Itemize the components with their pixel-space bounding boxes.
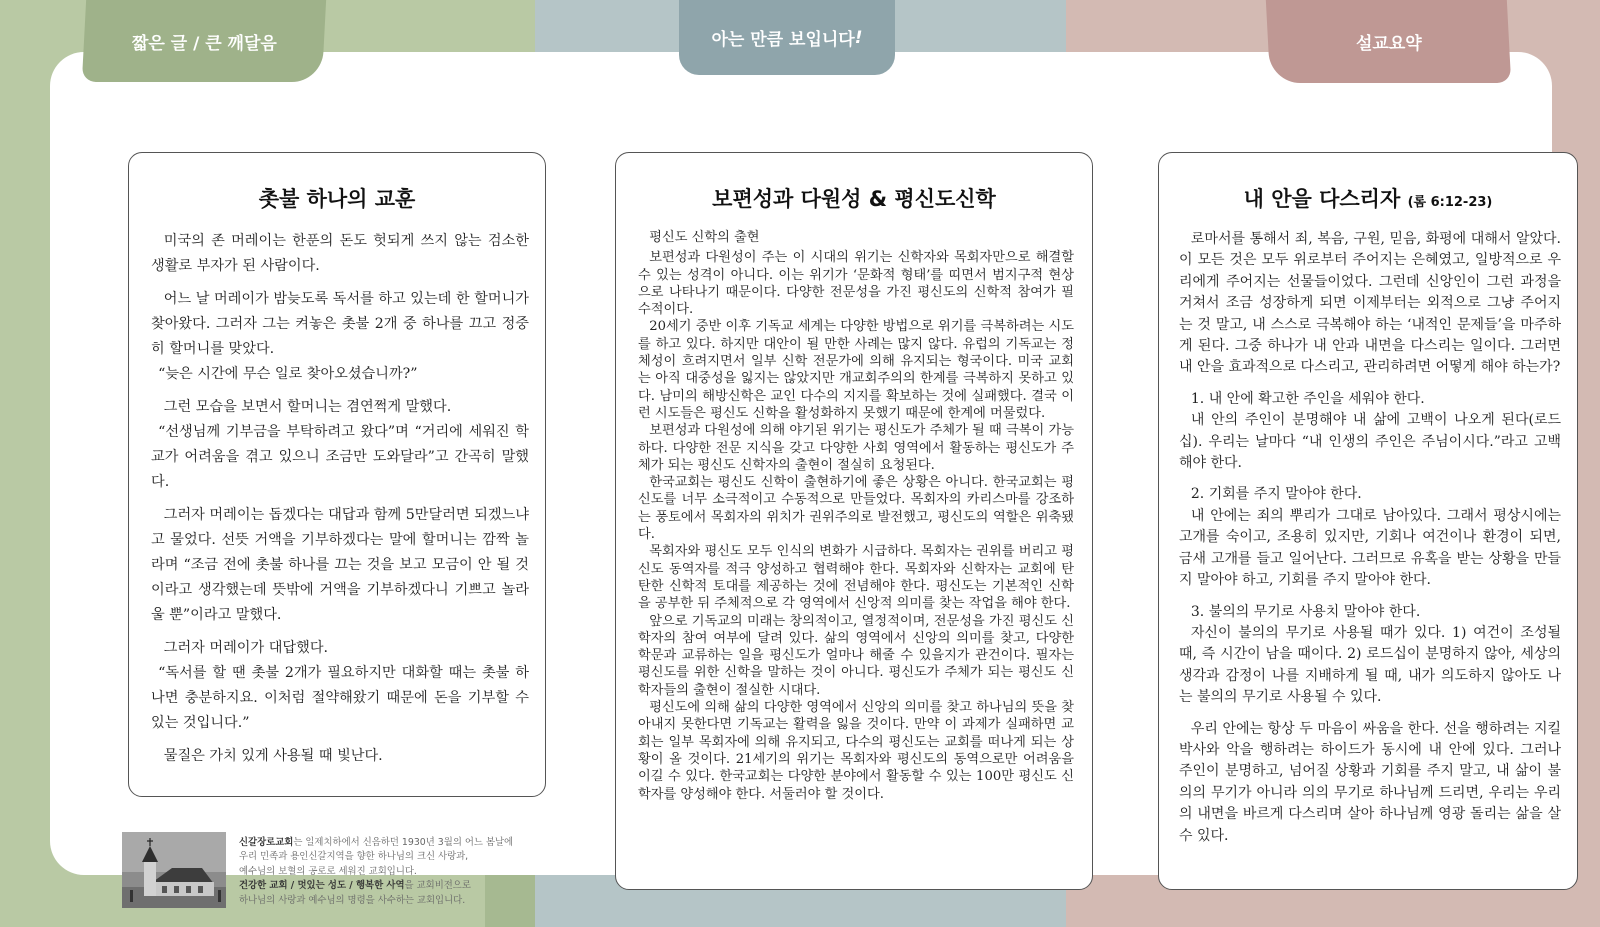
content-card: [50, 52, 1561, 906]
panel-title: 촛불 하나의 교훈: [258, 187, 416, 211]
sermon-title: 내 안을 다스리자: [1243, 187, 1401, 211]
story-body: [151, 229, 529, 777]
tab-label: 아는 만큼 보입니다: [711, 30, 855, 50]
sermon-point: [1179, 389, 1561, 475]
sermon-point-text: 내 안의 주인이 분명해야 내 삶에 고백이 나오게 된다(로드십). 우리는 날마다 “내 인생의 주인은 주님이시다.”라고 고백해야 한다.: [1179, 412, 1561, 472]
church-photo: [122, 832, 226, 908]
story-paragraph: 그러자 머레이가 대답했다.: [163, 640, 329, 656]
footer-line: [239, 879, 513, 893]
panel-short-story: [128, 152, 546, 797]
footer-text-span: 는 일제치하에서 신음하던 1930년 3월의 어느 봄날에: [293, 837, 514, 848]
church-footer: [122, 832, 542, 912]
church-description: [239, 836, 513, 908]
tab-label: 짧은 글 / 큰 깨달음: [131, 33, 277, 54]
sermon-point-title: 2. 기회를 주지 말아야 한다.: [1190, 486, 1362, 503]
article-paragraph: 목회자와 평신도 모두 인식의 변화가 시급하다. 목회자는 권위를 버리고 평신도 동역자를 적극 양성하고 협력해야 한다. 목회자와 신학자는 교회에 탄탄한 신학적 토대를 제공하는 것에 전념해야 한다. 평신도는 기본적인 신학을 공부한 뒤 주체적으로 각 영역에서 신앙적 의미를 찾는 작업을 해야 한다.: [638, 544, 1074, 612]
story-quote: “늦은 시간에 무슨 일로 찾아오셨습니까?”: [158, 366, 418, 382]
story-paragraph: 어느 날 머레이가 밤늦도록 독서를 하고 있는데 한 할머니가 찾아왔다. 그러자 그는 켜놓은 촛불 2개 중 하나를 끄고 정중히 할머니를 맞았다.: [151, 291, 529, 357]
sermon-point-text: 자신이 불의의 무기로 사용될 때가 있다. 1) 여건이 조성될 때, 즉 시간이 남을 때이다. 2) 로드십이 분명하지 않아, 세상의 생각과 감정이 나를 지배하게 될 때, 내가 의도하지 않아도 나는 불의의 무기로 사용될 수 있다.: [1179, 624, 1561, 706]
tab-sermon-summary: [1266, 0, 1511, 83]
footer-text-span: 을 교회비전으로: [404, 880, 471, 892]
sermon-point-title: 1. 내 안에 확고한 주인을 세워야 한다.: [1190, 390, 1425, 407]
sermon-point-title: 3. 불의의 무기로 사용치 말아야 한다.: [1190, 603, 1421, 620]
tab-knowledge: [679, 0, 895, 75]
story-quote: “독서를 할 땐 촛불 2개가 필요하지만 대화할 때는 촛불 하나면 충분하지요. 이처럼 절약해왔기 때문에 돈을 기부할 수 있는 것입니다.”: [151, 665, 529, 731]
story-paragraph: 그러자 머레이는 돕겠다는 대답과 함께 5만달러면 되겠느냐고 물었다. 선뜻 거액을 기부하겠다는 말에 할머니는 깜짝 놀라며 “조금 전에 촛불 하나를 끄는 것을 보고 모금이 안 될 것이라고 생각했는데 뜻밖에 거액을 기부하겠다니 기쁘고 놀라울 뿐”이라고 말했다.: [151, 507, 529, 623]
story-moral: 물질은 가치 있게 사용될 때 빛난다.: [163, 748, 383, 764]
article-paragraph: 20세기 중반 이후 기독교 세계는 다양한 방법으로 위기를 극복하려는 시도를 하고 있다. 하지만 대안이 될 만한 사례는 많지 않다. 유럽의 기독교는 정체성이 흐려지면서 일부 신학 전문가에 의해 유지되는 형국이다. 미국 교회는 아직 대중성을 잃지는 않았지만 개교회주의의 한계를 극복하지 못하고 있다. 남미의 해방신학은 교인 다수의 지지를 확보하는 것에 실패했다. 결국 이런 시도들은 평신도 신학을 활성화하지 못했기 때문에 한계에 머물렀다.: [638, 319, 1074, 421]
church-vision: 건강한 교회 / 멋있는 성도 / 행복한 사역: [239, 880, 405, 892]
sermon-conclusion: 우리 안에는 항상 두 마음이 싸움을 한다. 선을 행하려는 지킬 박사와 악을 행하려는 하이드가 동시에 내 안에 있다. 그러나 주인이 분명하고, 넘어질 상황과 기회를 주지 말고, 내 삶이 불의의 무기가 아니라 의의 무기로 하나님께 드리면, 우리는 우리의 내면을 바르게 다스리며 살아 하나님께 영광 돌리는 삶을 살 수 있다.: [1179, 720, 1561, 844]
tab-exclamation: !: [854, 27, 863, 48]
panel-title: [1159, 183, 1577, 213]
article-paragraph: 평신도에 의해 삶의 다양한 영역에서 신앙의 의미를 찾고 하나님의 뜻을 찾아내지 못한다면 기독교는 활력을 잃을 것이다. 만약 이 과제가 실패하면 교회는 일부 목회자에 의해 유지되고, 다수의 평신도는 교회를 떠나게 되는 상황이 올 것이다. 21세기의 위기는 목회자와 평신도의 동역으로만 어려움을 이길 수 있다. 한국교회는 다양한 분야에서 활동할 수 있는 100만 평신도 신학자를 양성해야 한다. 서둘러야 할 것이다.: [638, 700, 1074, 802]
sermon-point: [1179, 602, 1561, 709]
panel-title: 보편성과 다원성 & 평신도신학: [712, 187, 996, 211]
tab-label: 설교요약: [1355, 34, 1422, 54]
sermon-intro: 로마서를 통해서 죄, 복음, 구원, 믿음, 화평에 대해서 알았다. 이 모든 것은 모두 위로부터 주어지는 은혜였고, 일방적으로 우리에게 주어지는 선물들이었다. 그런데 신앙인이 그런 과정을 거쳐서 조금 성장하게 되면 이제부터는 외적으로 그냥 주어지는 것 말고, 내 스스로 극복해야 하는 ‘내적인 문제들’을 마주하게 된다. 그중 하나가 내 안과 내면을 다스리는 일이다. 그러면 내 안을 효과적으로 다스리고, 관리하려면 어떻게 해야 하는가?: [1179, 231, 1561, 376]
scripture-reference: (롬 6:12-23): [1407, 195, 1493, 210]
article-subtitle: 평신도 신학의 출현: [649, 230, 760, 245]
article-body: [638, 229, 1074, 803]
church-name: 신갈장로교회: [239, 837, 294, 848]
article-paragraph: 앞으로 기독교의 미래는 창의적이고, 열정적이며, 전문성을 가진 평신도 신학자의 참여 여부에 달려 있다. 삶의 영역에서 신앙의 의미를 찾고, 다양한 학문과 교류하는 일을 평신도가 얼마나 해줄 수 있을지가 관건이다. 필자는 평신도를 위한 신학을 말하는 것이 아니다. 평신도가 주체가 되는 평신도 신학자들의 출현이 절실한 시대다.: [638, 613, 1074, 698]
sermon-point-text: 내 안에는 죄의 뿌리가 그대로 남아있다. 그래서 평상시에는 고개를 숙이고, 조용히 있지만, 기회나 여건이나 환경이 되면, 금새 고개를 들고 일어난다. 그러므로 유혹을 받는 상황을 만들지 말아야 하고, 기회를 주지 말아야 한다.: [1179, 507, 1561, 589]
footer-line: [239, 836, 513, 850]
article-paragraph: 보편성과 다원성이 주는 이 시대의 위기는 신학자와 목회자만으로 해결할 수 있는 성격이 아니다. 이는 위기가 ‘문화적 형태’를 띠면서 범지구적 현상으로 나타나기 때문이다. 다양한 전문성을 가진 평신도의 신학적 참여가 필수적이다.: [638, 250, 1074, 318]
article-paragraph: 한국교회는 평신도 신학이 출현하기에 좋은 상황은 아니다. 한국교회는 평신도를 너무 소극적이고 수동적으로 만들었다. 목회자의 카리스마를 강조하는 풍토에서 목회자의 위치가 권위주의로 발전했고, 평신도의 역할은 위축됐다.: [638, 475, 1074, 543]
sermon-point: [1179, 484, 1561, 591]
article-paragraph: 보편성과 다원성에 의해 야기된 위기는 평신도가 주체가 될 때 극복이 가능하다. 다양한 전문 지식을 갖고 다양한 사회 영역에서 활동하는 평신도가 주체가 되는 평신도 신학자의 출현이 절실히 요청된다.: [638, 423, 1074, 473]
footer-line: 우리 민족과 용인신갈지역을 향한 하나님의 크신 사랑과,: [239, 851, 469, 863]
story-quote: “선생님께 기부금을 부탁하려고 왔다”며 “거리에 세워진 학교가 어려움을 겪고 있으니 조금만 도와달라”고 간곡히 말했다.: [151, 424, 529, 490]
panel-article: [615, 152, 1093, 890]
panel-sermon-summary: [1158, 152, 1578, 890]
sermon-body: [1179, 229, 1561, 857]
footer-line: 예수님의 보혈의 공로로 세워진 교회입니다.: [239, 865, 417, 877]
story-paragraph: 미국의 존 머레이는 한푼의 돈도 헛되게 쓰지 않는 검소한 생활로 부자가 된 사람이다.: [151, 233, 529, 274]
footer-line: 하나님의 사랑과 예수님의 명령을 사수하는 교회입니다.: [239, 894, 466, 906]
tab-short-writing: [82, 0, 326, 82]
story-paragraph: 그런 모습을 보면서 할머니는 겸연쩍게 말했다.: [163, 399, 452, 415]
